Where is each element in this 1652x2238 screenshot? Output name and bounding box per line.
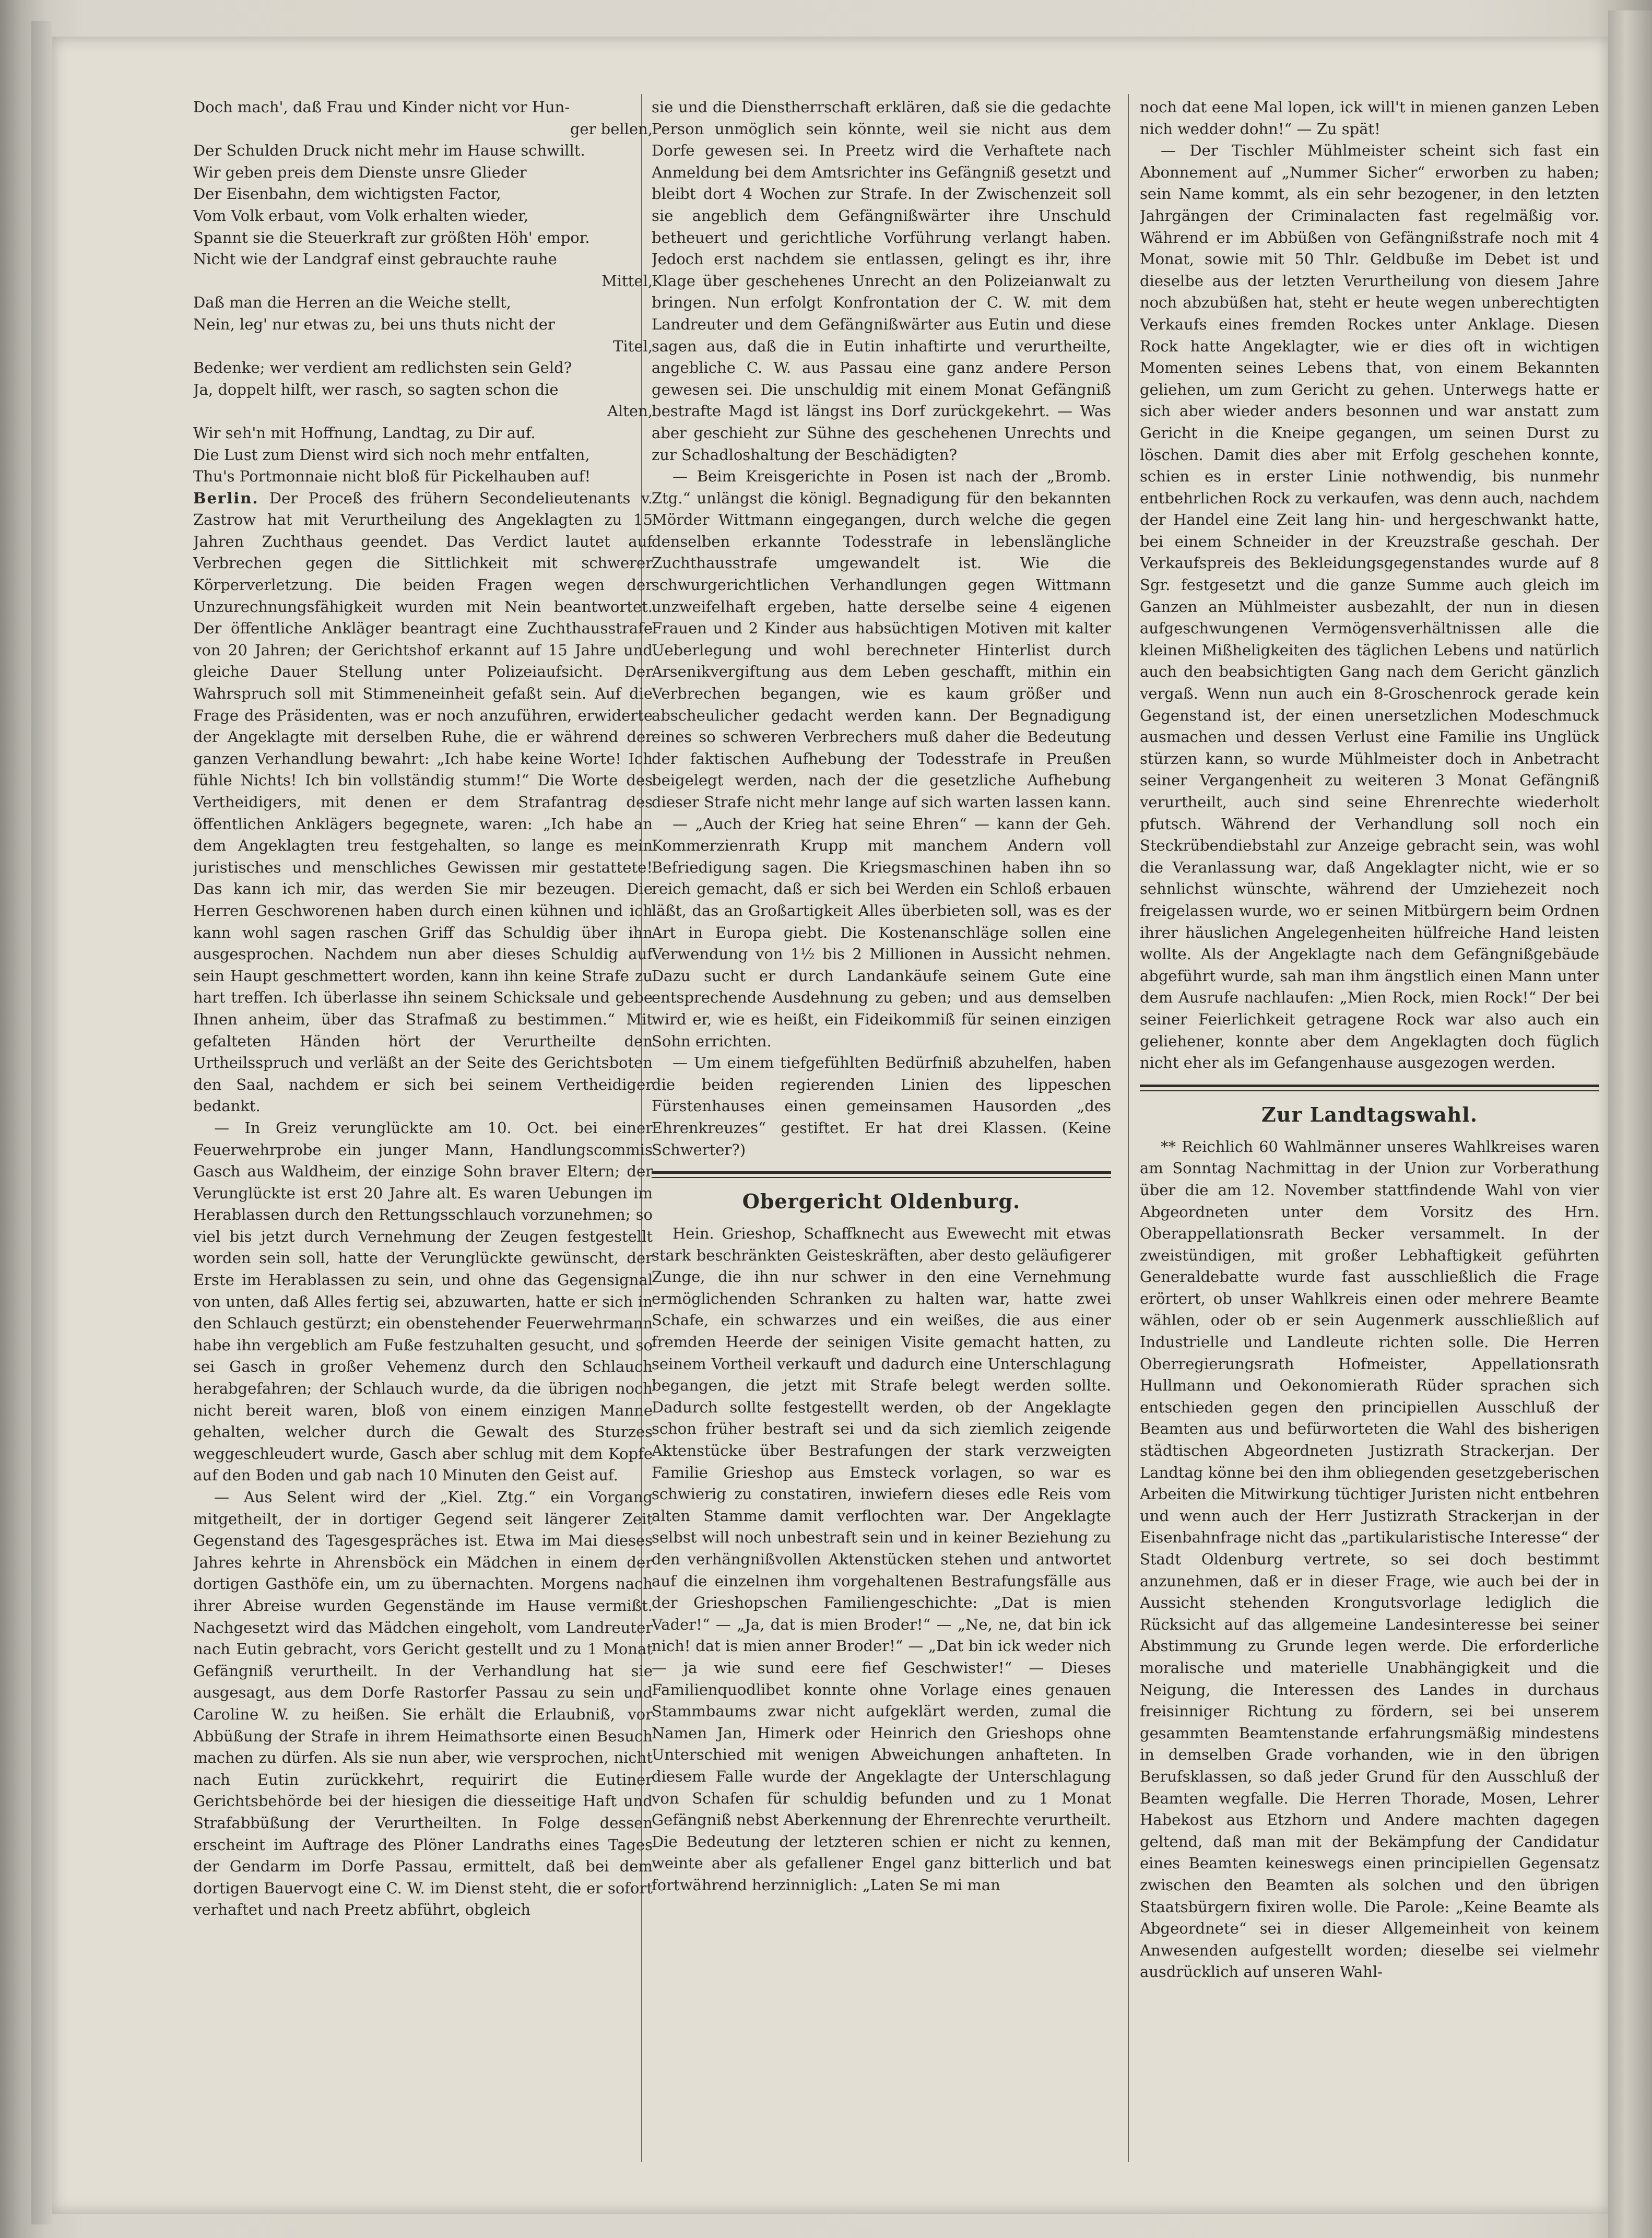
article-oldenburg-continued: noch dat eene Mal lopen, ick will't in mienen ganzen Leben nich wedder dohn!“ — Zu spät! (1140, 98, 1599, 138)
section-heading-landtagswahl: Zur Landtagswahl. (1261, 1102, 1478, 1126)
poem-line: Alten, (607, 402, 653, 420)
column-2 (652, 97, 1111, 2180)
poem-line: Ja, doppelt hilft, wer rasch, so sagten schon die (193, 380, 559, 398)
poem-line: Nein, leg' nur etwas zu, bei uns thuts nicht der (193, 315, 555, 333)
poem-line: Mittel, (601, 272, 653, 290)
article-berlin (193, 488, 653, 1117)
poem-line: Spannt sie die Steuerkraft zur größten Höh' empor. (193, 228, 590, 246)
poem-line: Titel, (613, 337, 653, 355)
poem-line: Wir seh'n mit Hoffnung, Landtag, zu Dir auf. (193, 423, 536, 442)
column-3 (1140, 97, 1599, 2180)
dateline-berlin: Berlin. (193, 489, 259, 507)
poem-line: Vom Volk erbaut, vom Volk erhalten wieder, (193, 206, 529, 225)
poem-line: ger bellen, (570, 120, 653, 138)
column-1 (193, 97, 653, 2180)
article-landtagswahl: ** Reichlich 60 Wahlmänner unseres Wahlkreises waren am Sonntag Nachmittag in der Union zur Vorberathung über die am 12. November stattfindende Wahl von vier Abgeordneten unter dem Vorsitz des Hrn. Oberappellationsrath Becker versammelt. In der zweistündigen, mit großer Lebhaftigkeit geführten Generaldebatte wurde fast ausschließlich die Frage erörtert, ob unser Wahlkreis einen oder mehrere Beamte wählen, oder ob er sein Augenmerk ausschließlich auf Industrielle und Landleute richten solle. Die Herren Oberregierungsrath Hofmeister, Appellationsrath Hullmann und Oekonomierath Rüder sprachen sich entschieden gegen den principiellen Ausschluß der Beamten aus und befürworteten die Wahl des bisherigen städtischen Abgeordneten Justizrath Strackerjan. Der Landtag könne bei den ihm obliegenden gesetzgeberischen Arbeiten die Mitwirkung tüchtiger Juristen nicht entbehren und wenn auch der Herr Justizrath Strackerjan in der Eisenbahnfrage nicht das „partikularistische Interesse“ der Stadt Oldenburg vertrete, so sei doch bestimmt anzunehmen, daß er in dieser Frage, wie auch bei der in Aussicht stehenden Krongutsvorlage lediglich die Rücksicht auf das allgemeine Landesinteresse bei seiner Abstimmung zu Grunde legen werde. Die erforderliche moralische und materielle Unabhängigkeit und die Neigung, die Interessen des Landes in durchaus freisinniger Richtung zu fördern, sei bei unserem gesammten Beamtenstande erfahrungsmäßig mindestens in demselben Grade vorhanden, wie in den übrigen Berufsklassen, so daß jeder Grund für den Ausschluß der Beamten wegfalle. Die Herren Thorade, Mosen, Lehrer Habekost aus Etzhorn und Andere machten dagegen geltend, daß man mit der Bekämpfung der Candidatur eines Beamten keineswegs einen principiellen Gegensatz zwischen den Beamten als solchen und den übrigen Staatsbürgern fixiren wolle. Die Parole: „Keine Beamte als Abgeordnete“ sei in dieser Allgemeinheit von keinem Anwesenden aufgestellt worden; dieselbe sei vielmehr ausdrücklich auf unseren Wahl- (1140, 1137, 1599, 1981)
article-lippe: — Um einem tiefgefühlten Bedürfniß abzuhelfen, haben die beiden regierenden Linien des lippeschen Fürstenhauses einen gemeinsamen Hausorden „des Ehrenkreuzes“ gestiftet. Er hat drei Klassen. (Keine Schwerter?) (652, 1054, 1111, 1159)
poem-line: Nicht wie der Landgraf einst gebrauchte rauhe (193, 250, 557, 268)
section-rule (652, 1171, 1111, 1178)
page-fold-left (31, 21, 52, 2224)
article-text: Der Proceß des frühern Secondelieutenants v. Zastrow hat mit Verurtheilung des Angeklagten zu 15 Jahren Zuchthaus geendet. Das Verdict lautet auf Verbrechen gegen die Sittlichkeit mit schwerer Körperverletzung. Die beiden Fragen wegen der Unzurechnungsfähigkeit wurden mit Nein beantwortet. Der öffentliche Ankläger beantragt eine Zuchthausstrafe von 20 Jahren; der Gerichtshof erkannt auf 15 Jahre und gleiche Dauer Stellung unter Polizeiaufsicht. Der Wahrspruch soll mit Stimmeneinheit gefaßt sein. Auf die Frage des Präsidenten, was er noch anzuführen, erwiderte der Angeklagte mit derselben Ruhe, die er während der ganzen Verhandlung bewahrt: „Ich habe keine Worte! Ich fühle Nichts! Ich bin vollständig stumm!“ Die Worte des Vertheidigers, mit denen er dem Strafantrag des öffentlichen Anklägers begegnete, waren: „Ich habe an dem Angeklagten treu festgehalten, so lange es mein juristisches und menschliches Gewissen mir gestattete! Das kann ich mir, das werden Sie mir bezeugen. Die Herren Geschworenen haben durch einen kühnen und ich kann wohl sagen raschen Griff das Schuldig über ihn ausgesprochen. Nachdem nun aber dieses Schuldig auf sein Haupt geschmettert worden, kann ihn keine Strafe zu hart treffen. Ich überlasse ihn seinem Schicksale und gebe Ihnen anheim, über das Strafmaß zu bestimmen.“ Mit gefalteten Händen hört der Verurtheilte den Urtheilsspruch und verläßt an der Seite des Gerichtsboten den Saal, nachdem er sich bei seinem Vertheidiger bedankt. (193, 489, 653, 1115)
poem (193, 97, 653, 488)
poem-line: Thu's Portmonnaie nicht bloß für Pickelhauben auf! (193, 467, 591, 486)
poem-line: Doch mach', daß Frau und Kinder nicht vor Hun- (193, 98, 570, 116)
section-heading-obergericht: Obergericht Oldenburg. (742, 1189, 1021, 1214)
poem-line: Der Schulden Druck nicht mehr im Hause schwillt. (193, 142, 585, 160)
article-posen: — Beim Kreisgerichte in Posen ist nach der „Bromb. Ztg.“ unlängst die königl. Begnadigung für den bekannten Mörder Wittmann eingegangen, durch welche die gegen denselben erkannte Todesstrafe in lebenslängliche Zuchthausstrafe umgewandelt ist. Wie die schwurgerichtlichen Verhandlungen gegen Wittmann unzweifelhaft ergeben, hatte derselbe seine 4 eigenen Frauen und 2 Kinder aus habsüchtigen Motiven mit kalter Ueberlegung und wohl berechneter Hinterlist durch Arsenikvergiftung aus dem Leben geschafft, mithin ein Verbrechen begangen, wie es kaum größer und abscheulicher gedacht werden kann. Der Begnadigung eines so schweren Verbrechers muß daher die Bedeutung der faktischen Aufhebung der Todesstrafe in Preußen beigelegt werden, nach der die gesetzliche Aufhebung dieser Strafe nicht mehr lange auf sich warten lassen kann. (652, 467, 1111, 811)
section-rule (1140, 1085, 1599, 1091)
poem-line: Die Lust zum Dienst wird sich noch mehr entfalten, (193, 445, 590, 464)
article-muehlmeister: — Der Tischler Mühlmeister scheint sich fast ein Abonnement auf „Nummer Sicher“ erworben zu haben; sein Name kommt, als ein sehr bezogener, in den letzten Jahrgängen der Criminalacten fast regelmäßig vor. Während er im Abbüßen von Gefängnißstrafe noch mit 4 Monat, sowie mit 50 Thlr. Geldbuße im Debet ist und dieselbe aus der letzten Verurtheilung von diesem Jahre noch abzubüßen hat, steht er heute wegen unberechtigten Verkaufs eines fremden Rockes unter Anklage. Diesen Rock hatte Angeklagter, wie er dies oft in wichtigen Momenten seines Lebens that, von einem Bekannten geliehen, um zum Gericht zu gehen. Unterwegs hatte er sich aber wieder anders besonnen und war anstatt zum Gericht in die Kneipe gegangen, um seinen Durst zu löschen. Damit dies aber mit Erfolg geschehen konnte, schien es in erster Linie nothwendig, bis nunmehr entbehrlichen Rock zu verkaufen, was denn auch, nachdem der Handel eine Zeit lang hin- und hergeschwankt hatte, bei einem Schneider in der Kreuzstraße geschah. Der Verkaufspreis des Bekleidungsgegenstandes wurde auf 8 Sgr. festgesetzt und die ganze Summe auch gleich im Ganzen an Mühlmeister ausbezahlt, der nun in diesen aufgeschwungenen Vermögensverhältnissen alle die kleinen Mißheligkeiten des täglichen Lebens und natürlich auch den beabsichtigten Gang nach dem Gericht gänzlich vergaß. Wenn nun auch ein 8-Groschenrock gerade kein Gegenstand ist, der einen unersetzlichen Modeschmuck ausmachen und dessen Verlust eine Familie ins Unglück stürzen kann, so wurde Mühlmeister doch in Anbetracht seiner Vergangenheit zu weiteren 3 Monat Gefängniß verurtheilt, auch sind seine Ehrenrechte wiederholt pfutsch. Während der Verhandlung soll noch ein Steckrübendiebstahl zur Anzeige gebracht sein, was wohl die Veranlassung war, daß Angeklagter nicht, wie er so sehnlichst wünschte, während der Umziehezeit noch freigelassen wurde, wo er seinen Mitbürgern beim Ordnen ihrer häuslichen Angelegenheiten hülfreiche Hand leisten wollte. Als der Angeklagte nach dem Gefängnißgebäude abgeführt wurde, sah man ihm ängstlich einen Mann unter dem Ausrufe nachlaufen: „Mien Rock, mien Rock!“ Der bei seiner Feierlichkeit getragene Rock war also auch ein geliehener, konnte aber dem Angeklagten doch füglich nicht eher als im Gefangenhause ausgezogen werden. (1140, 142, 1599, 1072)
article-greiz: — In Greiz verunglückte am 10. Oct. bei einer Feuerwehrprobe ein junger Mann, Handlungscommis Gasch aus Waldheim, der einzige Sohn braver Eltern; der Verunglückte ist erst 20 Jahre alt. Es waren Uebungen im Herablassen durch den Rettungsschlauch vorzunehmen; so viel bis jetzt durch Vernehmung der Zeugen festgestellt worden sein soll, hatte der Verunglückte gewünscht, der Erste im Herablassen zu sein, und ohne das Gegensignal von unten, daß Alles fertig sei, abzuwarten, hatte er sich in den Schlauch gestürzt; ein obenstehender Feuerwehrmann habe ihn vergeblich am Fuße festzuhalten gesucht, und so sei Gasch in großer Vehemenz durch den Schlauch herabgefahren; der Schlauch wurde, da die übrigen noch nicht bereit waren, bloß von einem einzigen Manne gehalten, welcher durch die Gewalt des Sturzes weggeschleudert wurde, Gasch aber schlug mit dem Kopfe auf den Boden und gab nach 10 Minuten den Geist auf. (193, 1118, 653, 1485)
article-krupp: — „Auch der Krieg hat seine Ehren“ — kann der Geh. Kommerzienrath Krupp mit manchem Andern voll Befriedigung sagen. Die Kriegsmaschinen haben ihn so reich gemacht, daß er sich bei Werden ein Schloß erbauen läßt, das an Großartigkeit Alles überbieten soll, was es der Art in Europa giebt. Die Kostenanschläge sollen eine Verwendung von 1½ bis 2 Millionen in Aussicht nehmen. Dazu sucht er durch Landankäufe seinem Gute eine entsprechende Ausdehnung zu geben; und aus demselben wird er, wie es heißt, ein Fideikommiß für seinen einzigen Sohn errichten. (652, 815, 1111, 1050)
poem-line: Wir geben preis dem Dienste unsre Glieder (193, 163, 527, 181)
article-selent: — Aus Selent wird der „Kiel. Ztg.“ ein Vorgang mitgetheilt, der in dortiger Gegend seit längerer Zeit Gegenstand des Tagesgespräches ist. Etwa im Mai dieses Jahres kehrte in Ahrensböck ein Mädchen in einem der dortigen Gasthöfe ein, um zu übernachten. Morgens nach ihrer Abreise wurden Gegenstände im Hause vermißt. Nachgesetzt wird das Mädchen eingeholt, vom Landreuter nach Eutin gebracht, vors Gericht gestellt und zu 1 Monat Gefängniß verurtheilt. In der Verhandlung hat sie ausgesagt, aus dem Dorfe Rastorfer Passau zu sein und Caroline W. zu heißen. Sie erhält die Erlaubniß, vor Abbüßung der Strafe in ihrem Heimathsorte einen Besuch machen zu dürfen. Als sie nun aber, wie versprochen, nicht nach Eutin zurückkehrt, requirirt die Eutiner Gerichtsbehörde bei der hiesigen die diesseitige Haft und Strafabbüßung der Verurtheilten. In Folge dessen erscheint im Auftrage des Plöner Landraths eines Tages der Gendarm im Dorfe Passau, ermittelt, daß bei dem dortigen Bauervogt eine C. W. im Dienst steht, die er sofort verhaftet und nach Preetz abführt, obgleich (193, 1488, 653, 1919)
article-oldenburg: Hein. Grieshop, Schaffknecht aus Ewewecht mit etwas stark beschränkten Geisteskräften, aber desto geläufigerer Zunge, die ihn nur schwer in den eine Vernehmung ermöglichenden Schranken zu halten war, hatte zwei Schafe, ein schwarzes und ein weißes, die aus einer fremden Heerde der seinigen Visite gemacht hatten, zu seinem Vortheil verkauft und dadurch eine Unterschlagung begangen, die jetzt mit Strafe belegt werden sollte. Dadurch sollte festgestellt werden, ob der Angeklagte schon früher bestraft sei und da sich ziemlich zeigende Aktenstücke über Bestrafungen der stark verzweigten Familie Grieshop aus Emsteck vorlagen, so war es schwierig zu constatiren, inwiefern dieses edle Reis vom alten Stamme damit verflochten war. Der Angeklagte selbst will noch unbestraft sein und in keiner Beziehung zu den verhängnißvollen Aktenstücken stehen und antwortet auf die einzelnen ihm vorgehaltenen Bestrafungsfälle aus der Grieshopschen Familiengeschichte: „Dat is mien Vader!“ — „Ja, dat is mien Broder!“ — „Ne, ne, dat bin ick nich! dat is mien anner Broder!“ — „Dat bin ick weder nich — ja wie sund eere fief Geschwister!“ — Dieses Familienquodlibet konnte ohne Vorlage eines genauen Stammbaums zwar nicht aufgeklärt werden, zumal die Namen Jan, Himerk oder Heinrich den Grieshops ohne Unterschied mit wenigen Abweichungen anhafteten. In diesem Falle wurde der Angeklagte der Unterschlagung von Schafen für schuldig befunden und zu 1 Monat Gefängniß nebst Aberkennung der Ehrenrechte verurtheilt. Die Bedeutung der letzteren schien er nicht zu kennen, weinte aber als gefallener Engel ganz bitterlich und bat fortwährend herzinniglich: „Laten Se mi man (652, 1224, 1111, 1894)
poem-line: Daß man die Herren an die Weiche stellt, (193, 293, 511, 312)
page-edge-right (1608, 10, 1652, 2238)
article-selent-continued: sie und die Dienstherrschaft erklären, daß sie die gedachte Person unmöglich sein könnte, weil sie nicht aus dem Dorfe gewesen sei. In Preetz wird die Verhaftete nach Anmeldung bei dem Amtsrichter ins Gefängniß gesetzt und bleibt dort 4 Wochen zur Strafe. In der Zwischenzeit soll sie angeblich dem Gefängnißwärter ihre Unschuld betheuert und gerichtliche Vorführung verlangt haben. Jedoch erst nachdem sie entlassen, gelingt es ihr, ihre Klage über geschehenes Unrecht an den Polizeianwalt zu bringen. Nun erfolgt Konfrontation der C. W. mit dem Landreuter und dem Gefängnißwärter aus Eutin und diese sagen aus, daß die in Eutin inhaftirte und verurtheilte, angebliche C. W. aus Passau eine ganz andere Person gewesen sei. Die unschuldig mit einem Monat Gefängniß bestrafte Magd ist längst ins Dorf zurückgekehrt. — Was aber geschieht zur Sühne des geschehenen Unrechts und zur Schadloshaltung der Beschädigten? (652, 98, 1111, 464)
poem-line: Bedenke; wer verdient am redlichsten sein Geld? (193, 359, 572, 377)
column-divider (1128, 94, 1129, 2162)
poem-line: Der Eisenbahn, dem wichtigsten Factor, (193, 185, 501, 203)
